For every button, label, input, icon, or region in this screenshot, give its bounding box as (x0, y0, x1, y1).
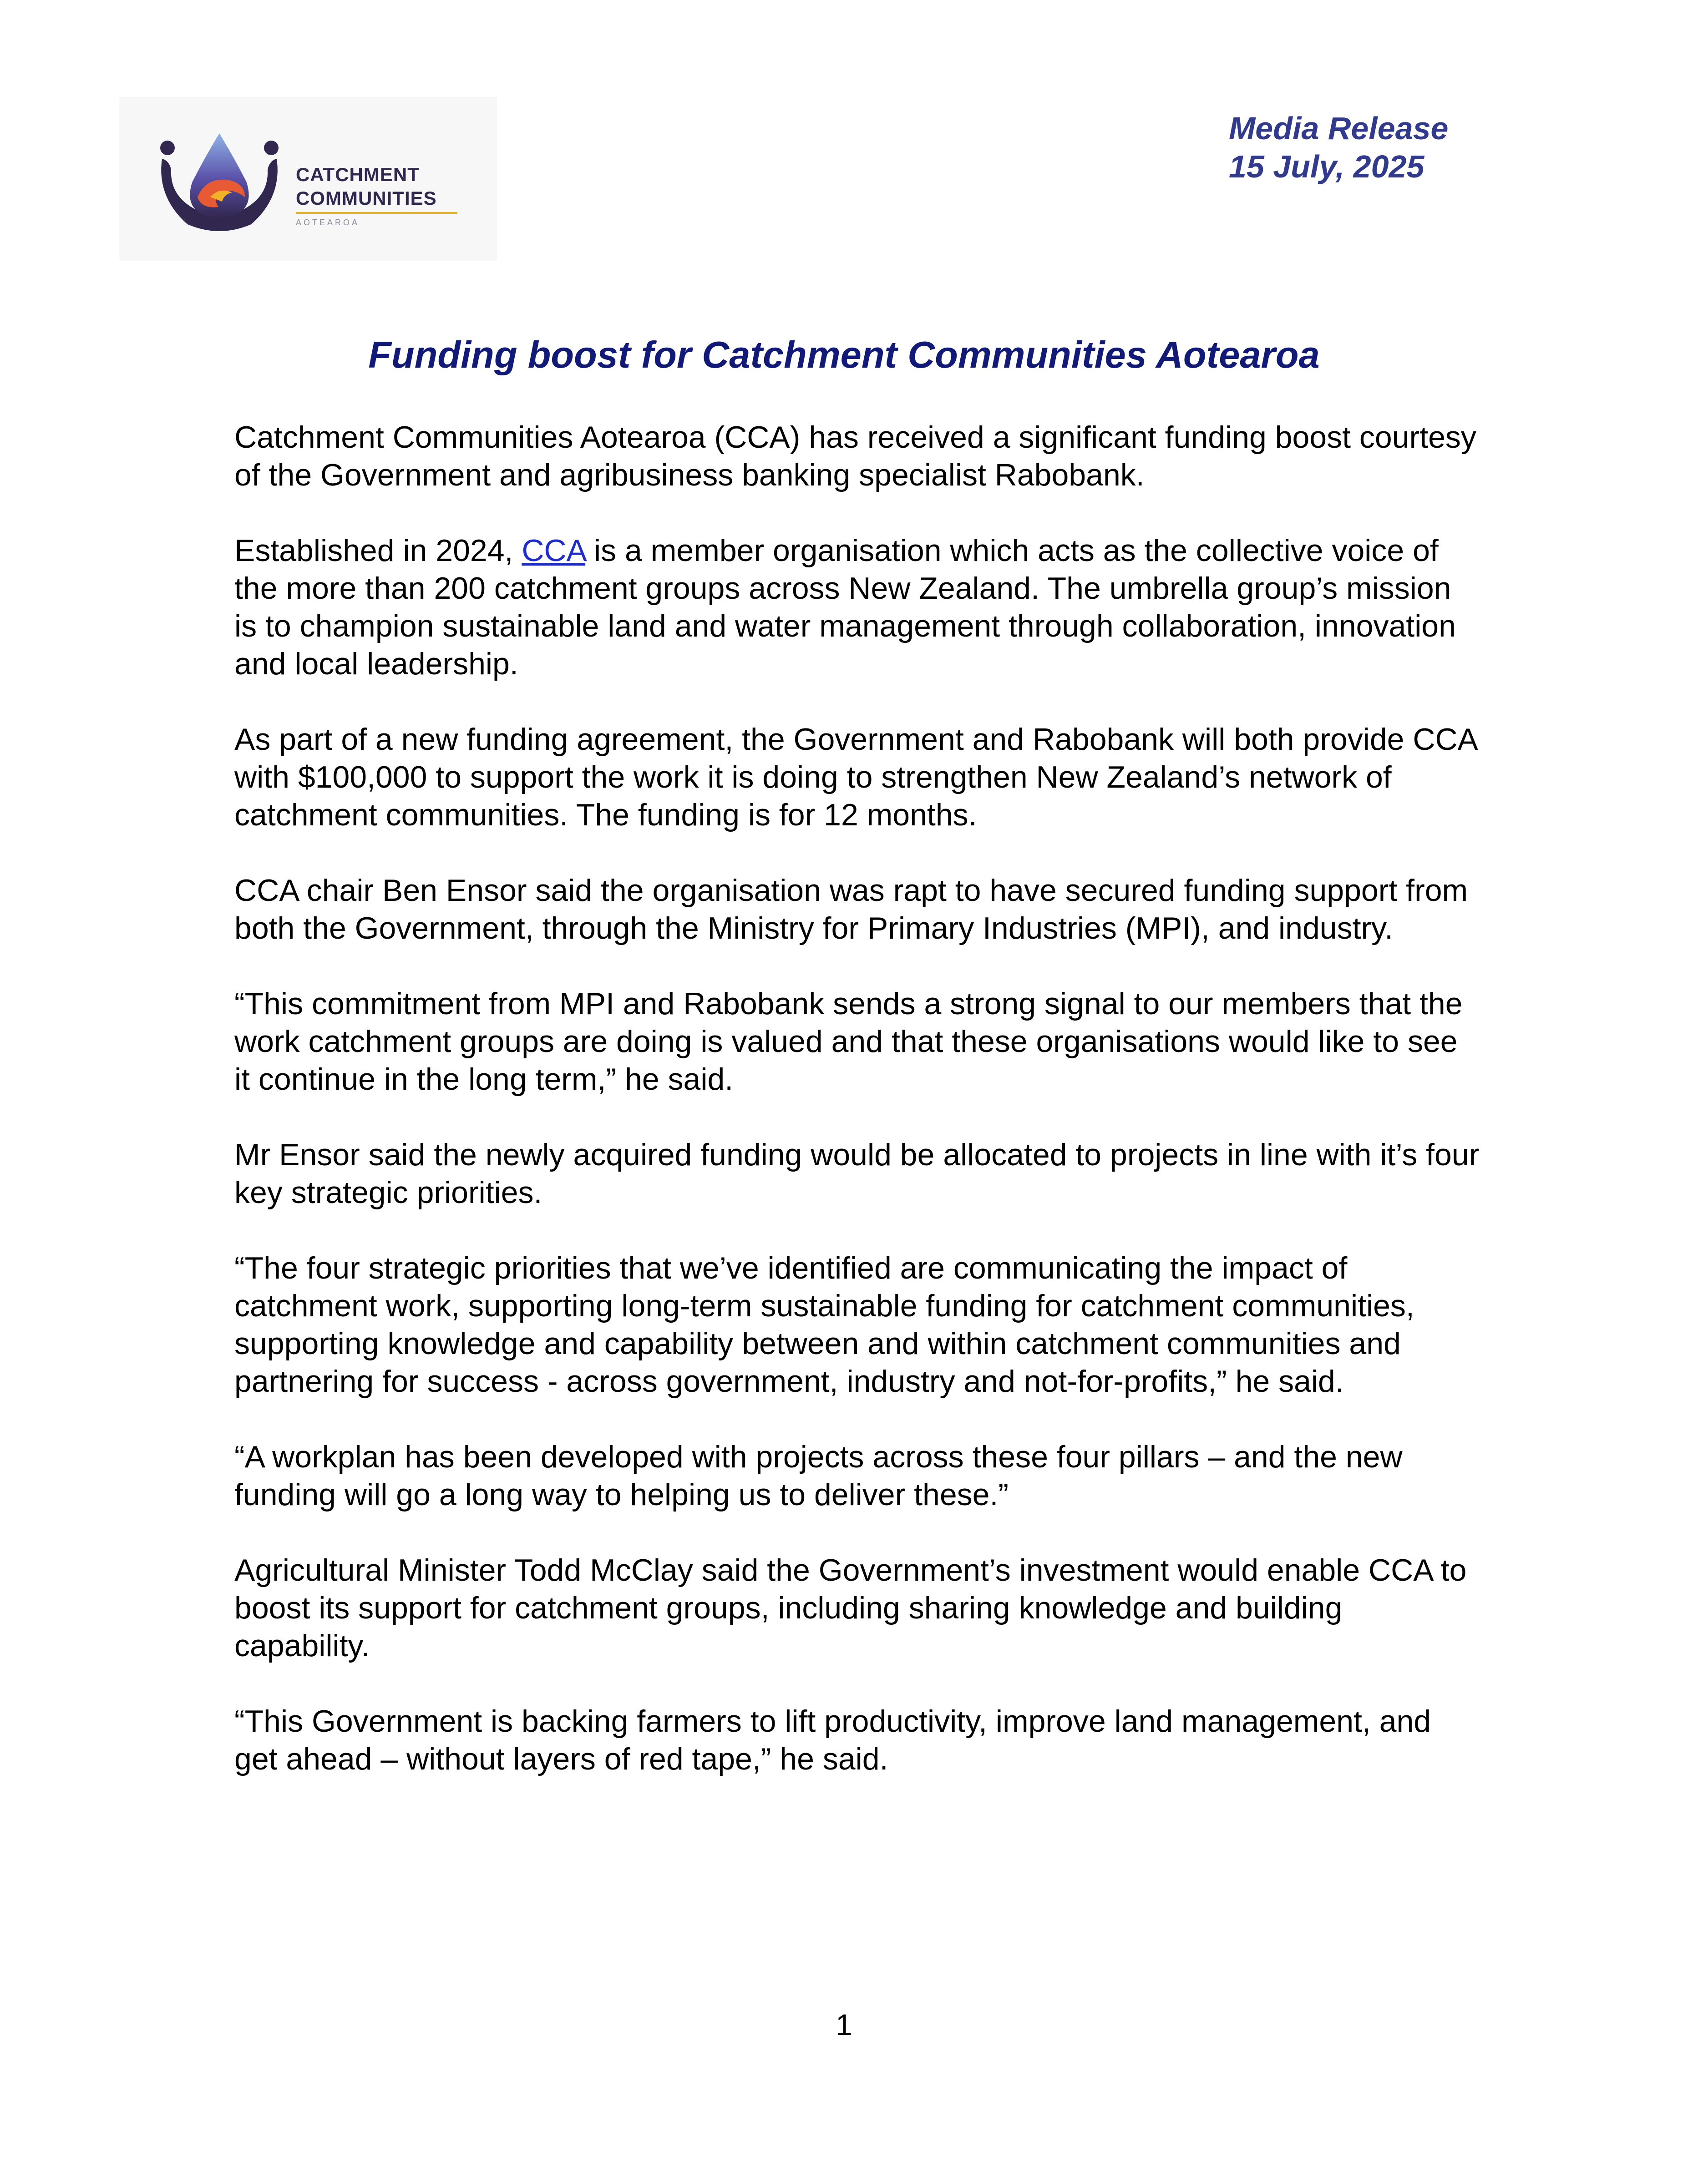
paragraph-2-intro: Established in 2024, (234, 533, 522, 568)
release-header (1229, 109, 1584, 186)
logo-subtitle: AOTEAROA (296, 218, 360, 227)
logo-divider (296, 212, 457, 214)
paragraph-6: Mr Ensor said the newly acquired funding would be allocated to projects in line with it’s four key strategic priorities. (234, 1138, 1480, 1210)
cca-link[interactable]: CCA (522, 533, 586, 568)
paragraph-2 (234, 532, 1481, 683)
organisation-logo (119, 97, 497, 261)
paragraph-10: “This Government is backing farmers to lift productivity, improve land management, and get ahead – without layers of red tape,” he said. (234, 1704, 1431, 1776)
paragraph-8: “A workplan has been developed with projects across these four pillars – and the new funding will go a long way to helping us to deliver these.” (234, 1440, 1403, 1512)
logo-line-2: COMMUNITIES (296, 187, 437, 209)
article-body (234, 419, 1481, 1816)
release-date: 15 July, 2025 (1229, 149, 1424, 184)
paragraph-7: “The four strategic priorities that we’ve identified are communicating the impact of catchment work, supporting long-term sustainable funding for catchment communities, supporting knowledge and capability between and within catchment communities and partnering for success - across government, industry and not-for-profits,” he said. (234, 1251, 1414, 1399)
paragraph-4: CCA chair Ben Ensor said the organisation was rapt to have secured funding support from both the Government, through the Ministry for Primary Industries (MPI), and industry. (234, 873, 1468, 945)
logo-line-1: CATCHMENT (296, 164, 420, 185)
page-number: 1 (836, 2008, 852, 2042)
water-drop-people-logo-icon (156, 129, 283, 233)
release-label: Media Release (1229, 111, 1449, 146)
paragraph-5: “This commitment from MPI and Rabobank sends a strong signal to our members that the work catchment groups are doing is valued and that these organisations would like to see it continue in the long term,” he said. (234, 986, 1463, 1097)
paragraph-1: Catchment Communities Aotearoa (CCA) has received a significant funding boost courtesy of the Government and agribusiness banking specialist Rabobank. (234, 420, 1476, 492)
page-title: Funding boost for Catchment Communities Aotearoa (368, 334, 1320, 376)
logo-wordmark (296, 163, 437, 210)
paragraph-9: Agricultural Minister Todd McClay said the Government’s investment would enable CCA to boost its support for catchment groups, including sharing knowledge and building capability. (234, 1553, 1467, 1663)
paragraph-2-rest: is a member organisation which acts as the collective voice of the more than 200 catchment groups across New Zealand. The umbrella group’s mission is to champion sustainable land and water management through collaboration, innovation and local leadership. (234, 533, 1456, 681)
paragraph-3: As part of a new funding agreement, the Government and Rabobank will both provide CCA with $100,000 to support the work it is doing to strengthen New Zealand’s network of catchment communities. The funding is for 12 months. (234, 722, 1477, 832)
